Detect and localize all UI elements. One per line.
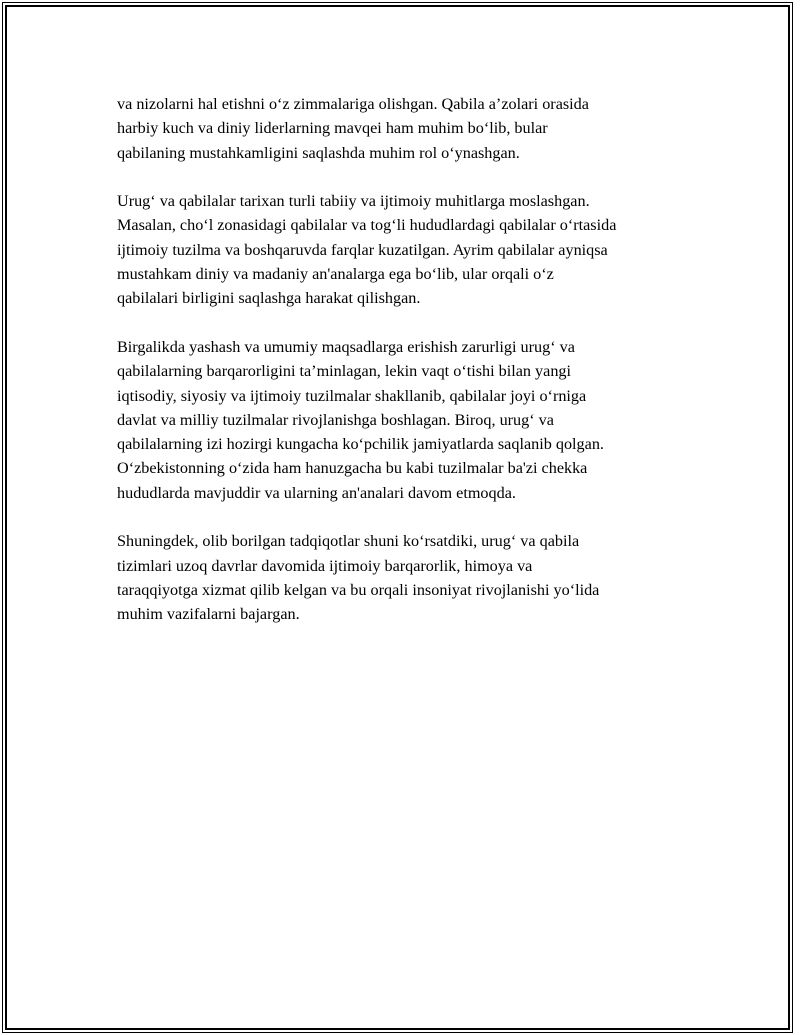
text-line: mustahkam diniy va madaniy an'analarga ega boʻlib, ular orqali oʻz xyxy=(117,265,554,284)
text-line: qabilaning mustahkamligini saqlashda muhim rol oʻynashgan. xyxy=(117,143,520,162)
text-line: taraqqiyotga xizmat qilib kelgan va bu orqali insoniyat rivojlanishi yoʻlida xyxy=(117,580,600,599)
text-line: va nizolarni hal etishni oʻz zimmalariga olishgan. Qabila aʼzolari orasida xyxy=(117,95,589,113)
paragraph-2 xyxy=(117,189,697,310)
paragraph-1 xyxy=(117,92,697,165)
text-line: Masalan, choʻl zonasidagi qabilalar va togʻli hududlardagi qabilalar oʻrtasida xyxy=(117,216,617,235)
text-line: qabilalari birligini saqlashga harakat qilishgan. xyxy=(117,289,421,308)
text-line: harbiy kuch va diniy liderlarning mavqei ham muhim boʻlib, bular xyxy=(117,119,548,138)
paragraph-4 xyxy=(117,529,697,626)
text-line: iqtisodiy, siyosiy va ijtimoiy tuzilmalar shakllanib, qabilalar joyi oʻrniga xyxy=(117,386,587,405)
text-line: davlat va milliy tuzilmalar rivojlanishga boshlagan. Biroq, urugʻ va xyxy=(117,410,554,429)
text-line: qabilalarning izi hozirgi kungacha koʻpchilik jamiyatlarda saqlanib qolgan. xyxy=(117,435,604,454)
text-line: Birgalikda yashash va umumiy maqsadlarga erishish zarurligi urugʻ va xyxy=(117,337,575,356)
paragraph-3 xyxy=(117,335,697,505)
text-line: muhim vazifalarni bajargan. xyxy=(117,605,300,624)
text-line: tizimlari uzoq davrlar davomida ijtimoiy barqarorlik, himoya va xyxy=(117,556,533,575)
text-line: Oʻzbekistonning oʻzida ham hanuzgacha bu kabi tuzilmalar ba'zi chekka xyxy=(117,459,588,478)
text-line: Shuningdek, olib borilgan tadqiqotlar shuni koʻrsatdiki, urugʻ va qabila xyxy=(117,532,580,551)
text-line: hududlarda mavjuddir va ularning an'analari davom etmoqda. xyxy=(117,483,516,502)
text-line: qabilalarning barqarorligini taʼminlagan, lekin vaqt oʻtishi bilan yangi xyxy=(117,362,572,381)
text-line: ijtimoiy tuzilma va boshqaruvda farqlar kuzatilgan. Ayrim qabilalar ayniqsa xyxy=(117,240,608,259)
document-body xyxy=(117,92,697,651)
text-line: Urugʻ va qabilalar tarixan turli tabiiy va ijtimoiy muhitlarga moslashgan. xyxy=(117,192,590,211)
